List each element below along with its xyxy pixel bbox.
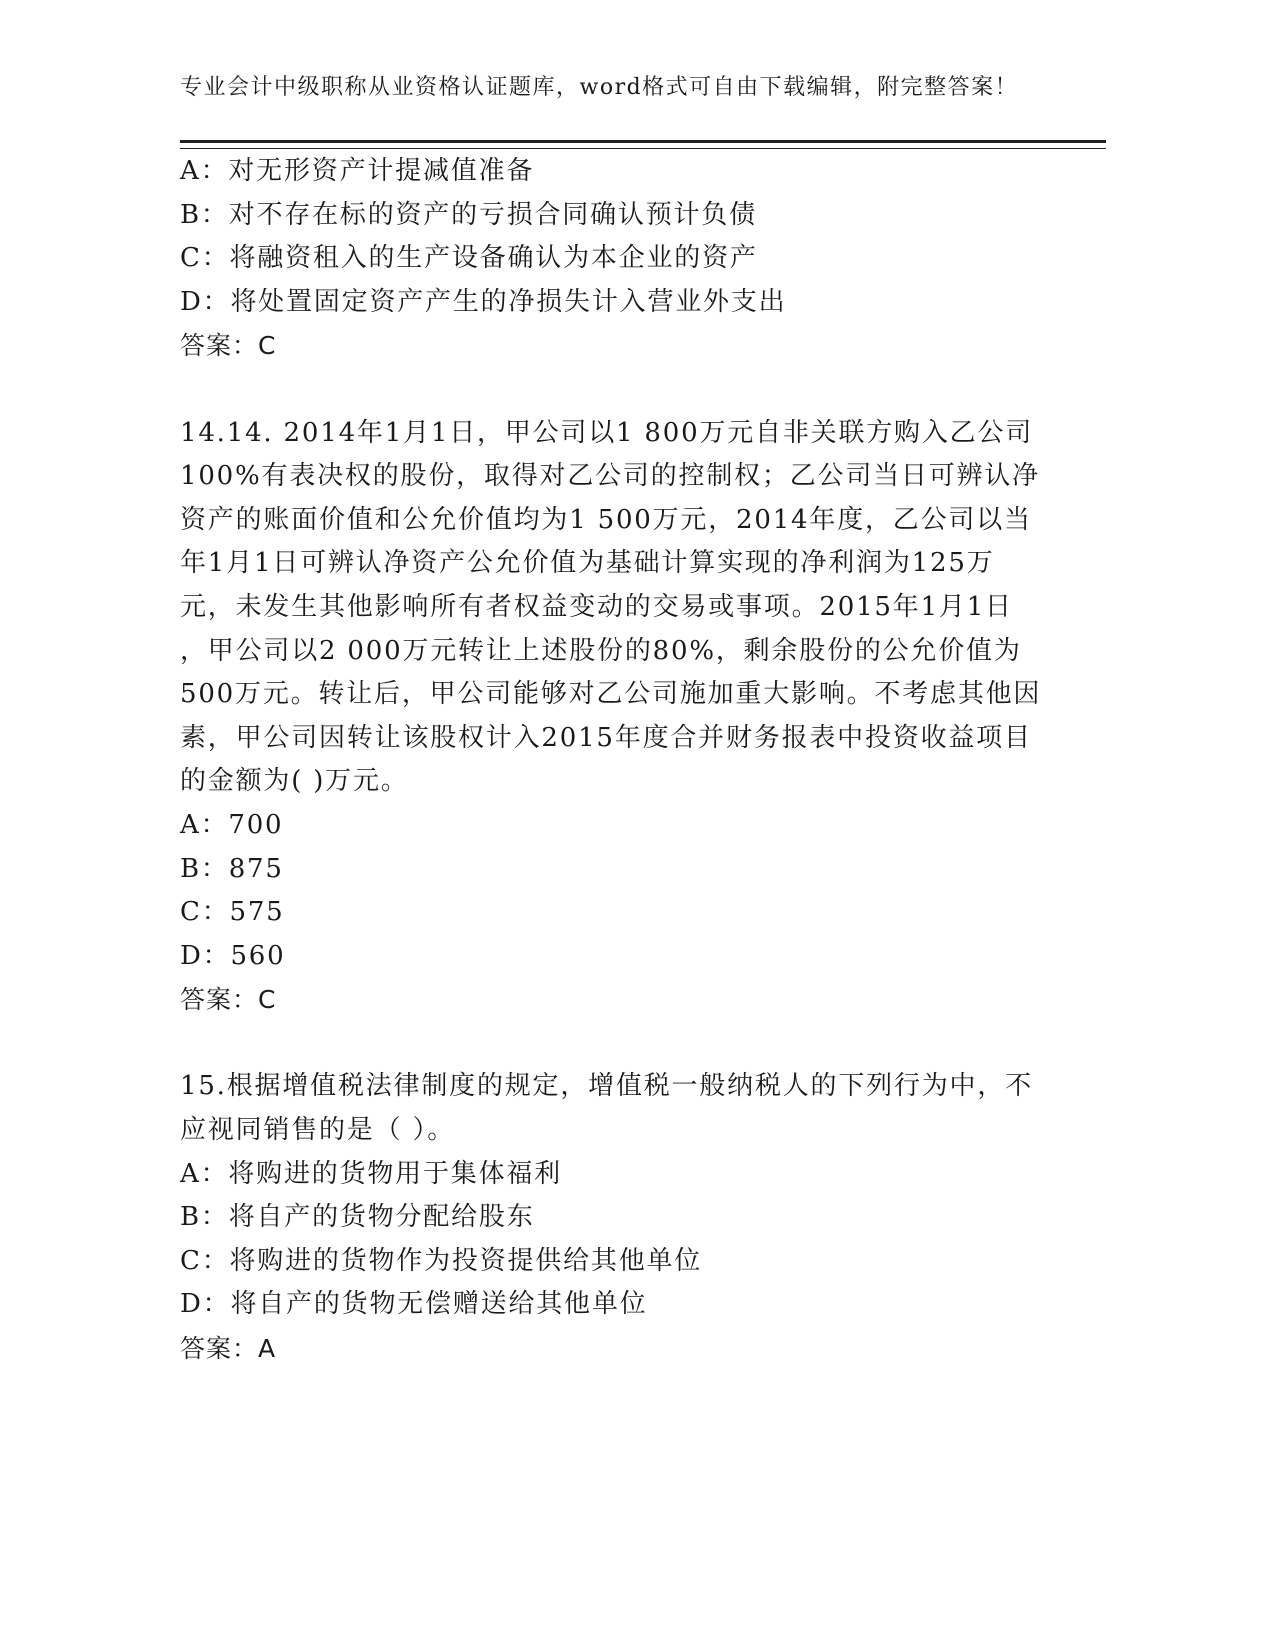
option-a: A：700 — [180, 809, 284, 840]
option-b: B：875 — [180, 853, 284, 884]
question-text-line: 元，未发生其他影响所有者权益变动的交易或事项。2015年1月1日 — [180, 591, 1013, 622]
option-b: B：将自产的货物分配给股东 — [180, 1202, 535, 1233]
answer-label: 答案：C — [180, 331, 277, 361]
question-text-line: 500万元。转让后，甲公司能够对乙公司施加重大影响。不考虑其他因 — [180, 679, 1042, 710]
option-c: C：575 — [180, 897, 285, 928]
question-text-line: 15.根据增值税法律制度的规定，增值税一般纳税人的下列行为中，不 — [180, 1071, 1033, 1102]
option-c: C：将购进的货物作为投资提供给其他单位 — [180, 1245, 703, 1276]
header-rule-thick — [180, 140, 1106, 143]
option-d: D：将处置固定资产产生的净损失计入营业外支出 — [180, 286, 787, 317]
option-a: A：对无形资产计提减值准备 — [180, 156, 535, 186]
question-text-line: 的金额为( )万元。 — [180, 766, 409, 797]
option-b: B：对不存在标的资产的亏损合同确认预计负债 — [180, 199, 757, 230]
option-c: C：将融资租入的生产设备确认为本企业的资产 — [180, 243, 758, 274]
question-content — [180, 150, 1060, 1371]
question-13-options — [180, 150, 1060, 368]
question-14 — [180, 412, 1060, 1022]
question-15 — [180, 1065, 1060, 1370]
answer-label: 答案：C — [180, 985, 277, 1015]
question-text-line: 素，甲公司因转让该股权计入2015年度合并财务报表中投资收益项目 — [180, 722, 1032, 753]
question-text-line: 年1月1日可辨认净资产公允价值为基础计算实现的净利润为125万 — [180, 548, 995, 579]
option-d: D：将自产的货物无偿赠送给其他单位 — [180, 1289, 648, 1320]
option-d: D：560 — [180, 940, 286, 971]
page-header: 专业会计中级职称从业资格认证题库，word格式可自由下载编辑，附完整答案！ — [180, 75, 1019, 100]
option-a: A：将购进的货物用于集体福利 — [180, 1158, 562, 1189]
answer-label: 答案：A — [180, 1334, 277, 1364]
question-text-line: 应视同销售的是（ ）。 — [180, 1115, 456, 1146]
question-text-line: 14.14. 2014年1月1日，甲公司以1 800万元自非关联方购入乙公司 — [180, 417, 1034, 448]
header-rule-thin — [180, 148, 1106, 149]
question-text-line: 100%有表决权的股份，取得对乙公司的控制权；乙公司当日可辨认净 — [180, 461, 1040, 492]
question-text-line: ，甲公司以2 000万元转让上述股份的80%，剩余股份的公允价值为 — [180, 635, 1022, 666]
question-text-line: 资产的账面价值和公允价值均为1 500万元，2014年度，乙公司以当 — [180, 504, 1032, 535]
